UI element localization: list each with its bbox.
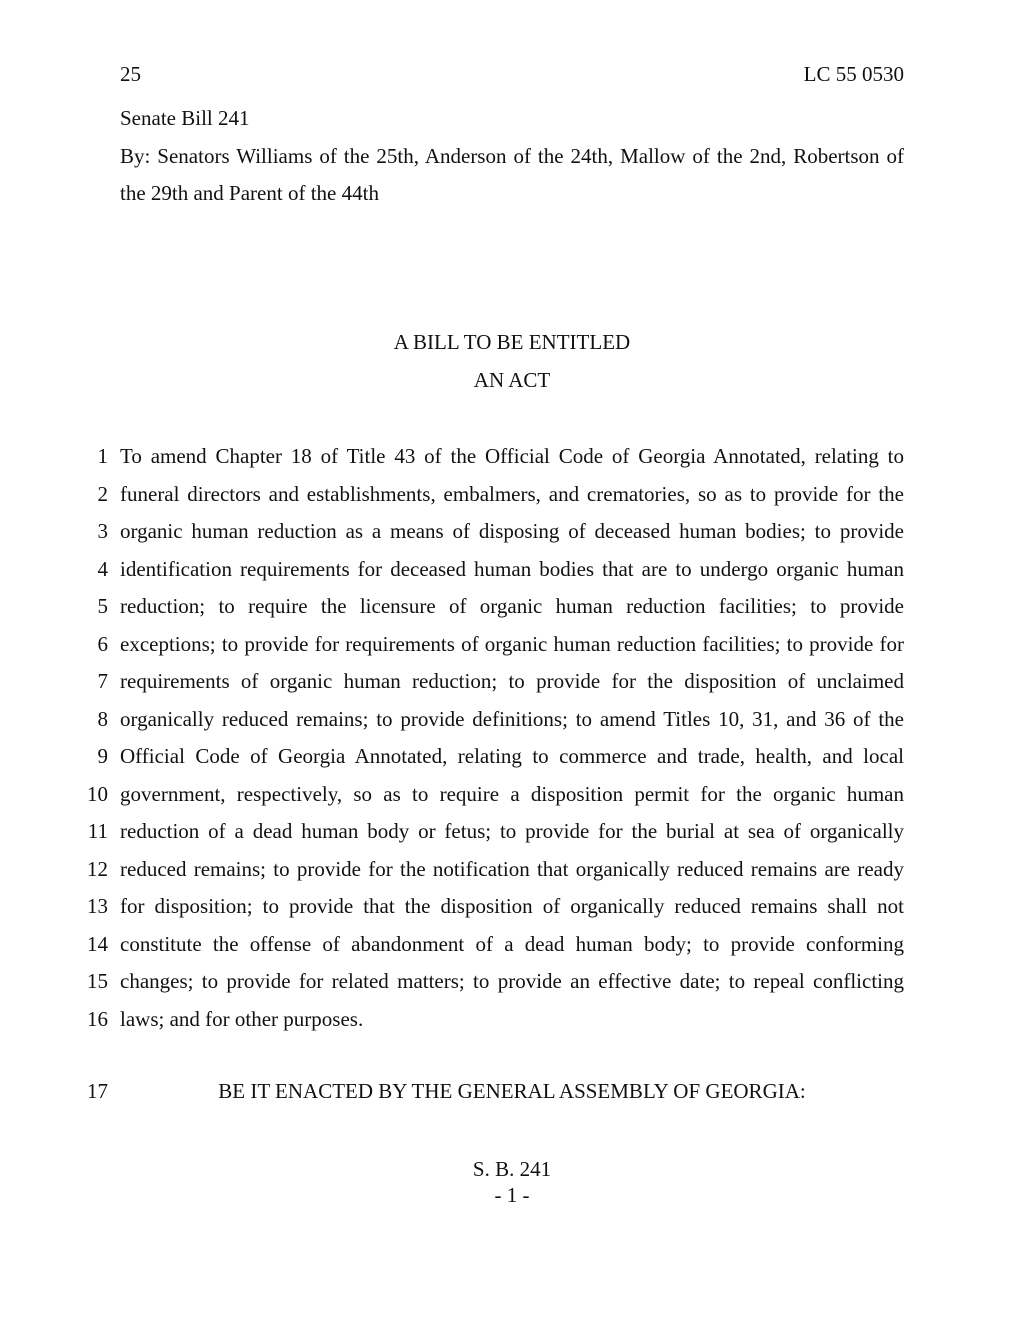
line-text: constitute the offense of abandonment of a dead human body; to provide conforming: [120, 931, 904, 956]
line-number: 9: [97, 744, 108, 768]
line-number: 15: [87, 969, 108, 993]
bill-line: [0, 593, 1024, 631]
line-text: organically reduced remains; to provide definitions; to amend Titles 10, 31, and 36 of the: [120, 706, 904, 731]
line-text: reduction of a dead human body or fetus; to provide for the burial at sea of organically: [120, 819, 904, 843]
enactment-clause: BE IT ENACTED BY THE GENERAL ASSEMBLY OF GEORGIA:: [218, 1079, 806, 1103]
bill-text-body: [0, 443, 1024, 1043]
line-text: Official Code of Georgia Annotated, relating to commerce and trade, health, and local: [120, 744, 904, 768]
act-heading: AN ACT: [473, 368, 551, 392]
bill-title-heading: A BILL TO BE ENTITLED: [393, 330, 631, 354]
line-text: changes; to provide for related matters; to provide an effective date; to repeal conflicting: [120, 969, 904, 993]
line-number: 1: [97, 444, 108, 468]
bill-line: [0, 781, 1024, 819]
bill-line: [0, 556, 1024, 594]
bill-line: [0, 968, 1024, 1006]
bill-line: [0, 743, 1024, 781]
line-text: exceptions; to provide for requirements of organic human reduction facilities; to provide for: [120, 631, 904, 656]
line-text: for disposition; to provide that the disposition of organically reduced remains shall not: [120, 894, 904, 918]
line-number: 2: [97, 481, 108, 506]
line-number: 3: [97, 519, 108, 543]
line-number: 12: [87, 856, 108, 881]
line-number: 7: [97, 669, 108, 693]
footer-bill-ref: S. B. 241: [472, 1157, 552, 1181]
session-number: 25: [120, 62, 141, 86]
line-number: 11: [87, 819, 108, 843]
bill-line: [0, 668, 1024, 706]
line-text: organic human reduction as a means of disposing of deceased human bodies; to provide: [120, 519, 904, 543]
bill-line: [0, 931, 1024, 969]
footer-page-number: - 1 -: [494, 1183, 530, 1207]
bill-line: [0, 1006, 1024, 1044]
line-text: government, respectively, so as to require a disposition permit for the organic human: [120, 781, 904, 806]
bill-line: [0, 631, 1024, 669]
line-number: 8: [97, 706, 108, 731]
line-number: 5: [97, 594, 108, 618]
line-text: reduced remains; to provide for the notification that organically reduced remains are ready: [120, 856, 904, 881]
sponsors-line-1: By: Senators Williams of the 25th, Anderson of the 24th, Mallow of the 2nd, Robertson of: [120, 144, 904, 168]
line-number: 4: [97, 556, 108, 581]
bill-line: [0, 893, 1024, 931]
line-text: requirements of organic human reduction; to provide for the disposition of unclaimed: [120, 669, 904, 693]
bill-line: [0, 856, 1024, 894]
bill-line: [0, 706, 1024, 744]
bill-line: [0, 443, 1024, 481]
enactment-line-number: 17: [87, 1079, 108, 1103]
lc-number: LC 55 0530: [803, 62, 904, 86]
line-number: 13: [87, 894, 108, 918]
line-text: laws; and for other purposes.: [120, 1006, 364, 1031]
line-text: funeral directors and establishments, embalmers, and crematories, so as to provide for the: [120, 481, 904, 506]
bill-id: Senate Bill 241: [120, 106, 250, 130]
line-text: identification requirements for deceased human bodies that are to undergo organic human: [120, 556, 904, 581]
line-number: 16: [87, 1006, 108, 1031]
line-number: 10: [87, 781, 108, 806]
line-text: reduction; to require the licensure of organic human reduction facilities; to provide: [120, 594, 904, 618]
bill-line: [0, 818, 1024, 856]
bill-line: [0, 481, 1024, 519]
line-number: 6: [97, 631, 108, 656]
line-number: 14: [87, 931, 108, 956]
bill-line: [0, 518, 1024, 556]
sponsors-line-2: the 29th and Parent of the 44th: [120, 181, 379, 205]
line-text: To amend Chapter 18 of Title 43 of the Official Code of Georgia Annotated, relating to: [120, 444, 904, 468]
